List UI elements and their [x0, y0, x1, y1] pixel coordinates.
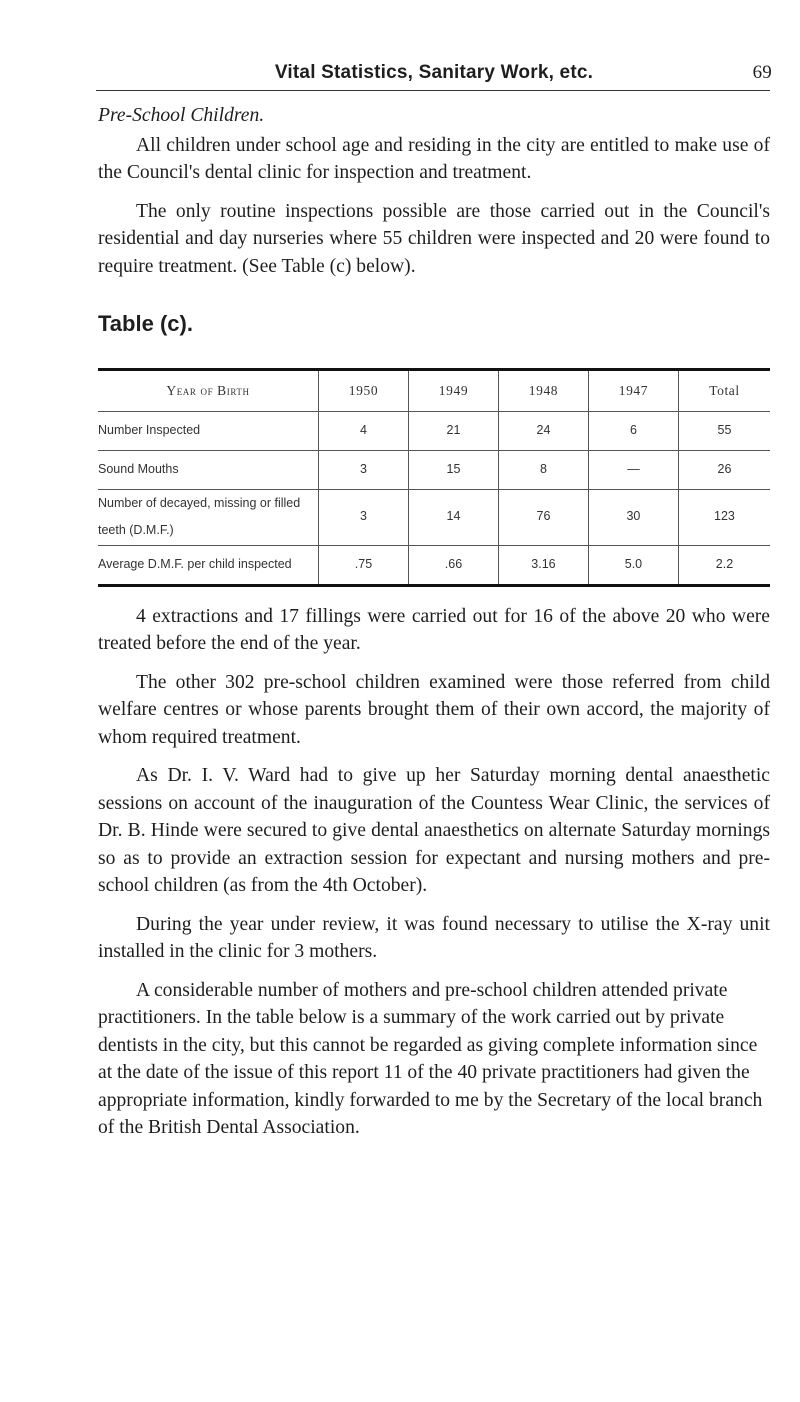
table-cell: 21 — [408, 411, 498, 450]
table-cell: 5.0 — [588, 545, 678, 585]
table-cell: 26 — [678, 450, 770, 489]
table-row — [98, 489, 770, 545]
table-cell: 3 — [319, 450, 409, 489]
table-row — [98, 545, 770, 585]
paragraph: As Dr. I. V. Ward had to give up her Saturday morning dental anaesthetic sessions on account of the inauguration of the Countess Wear Clinic, the services of Dr. B. Hinde were secured to give dental anaesthetics on alternate Saturday mornings so as to provide an extraction session for expectant and nursing mothers and pre-school children (as from the 4th October). — [98, 765, 770, 896]
table-cell: 2.2 — [678, 545, 770, 585]
table-cell: 6 — [588, 411, 678, 450]
table-cell: 76 — [498, 489, 588, 545]
row-label: Average D.M.F. per child inspected — [98, 545, 319, 585]
paragraph: A considerable number of mothers and pre-school children attended private practitioners. In the table below is a summary of the work carried out by private dentists in the city, but this cannot be regarded as giving complete information since at the date of the issue of this report 11 of the 40 private practitioners had given the appropriate information, kindly forwarded to me by the Secretary of the local branch of the British Dental Association. — [98, 979, 763, 1138]
table-row — [98, 450, 770, 489]
row-label: Number Inspected — [98, 411, 319, 450]
table-cell: 3 — [319, 489, 409, 545]
column-header: 1949 — [408, 369, 498, 411]
paragraph: The other 302 pre-school children examined were those referred from child welfare centres or whose parents brought them of their own accord, the majority of whom required treatment. — [98, 671, 770, 748]
header-rule — [96, 90, 770, 91]
table-cell: 3.16 — [498, 545, 588, 585]
column-header-year-of-birth: Year of Birth — [98, 369, 319, 411]
table-cell: 15 — [408, 450, 498, 489]
table-cell: .75 — [319, 545, 409, 585]
table-row — [98, 411, 770, 450]
table-cell: 4 — [319, 411, 409, 450]
paragraph: All children under school age and residing in the city are entitled to make use of the Council's dental clinic for inspection and treatment. — [98, 134, 770, 183]
table-cell: 8 — [498, 450, 588, 489]
table-cell: .66 — [408, 545, 498, 585]
table-title: Table (c). — [98, 311, 193, 336]
page-number: 69 — [752, 62, 772, 83]
paragraphs-after-table — [98, 603, 770, 1142]
paragraph: The only routine inspections possible are those carried out in the Council's residential and day nurseries where 55 children were inspected and 20 were found to require treatment. (See Table (c) below). — [98, 200, 770, 277]
table-cell: 123 — [678, 489, 770, 545]
table-cell: 14 — [408, 489, 498, 545]
column-header-total: Total — [678, 369, 770, 411]
paragraph: During the year under review, it was found necessary to utilise the X-ray unit installed in the clinic for 3 mothers. — [98, 913, 770, 962]
table-cell: 55 — [678, 411, 770, 450]
column-header: 1947 — [588, 369, 678, 411]
row-label: Sound Mouths — [98, 450, 319, 489]
table-cell: 24 — [498, 411, 588, 450]
table-cell: 30 — [588, 489, 678, 545]
table-cell: — — [588, 450, 678, 489]
column-header: 1948 — [498, 369, 588, 411]
section-subheading: Pre-School Children. — [98, 105, 265, 126]
running-header — [96, 62, 772, 84]
dental-statistics-table — [98, 368, 770, 587]
header-title: Vital Statistics, Sanitary Work, etc. — [274, 62, 594, 83]
page-content — [98, 102, 770, 1153]
column-header: 1950 — [319, 369, 409, 411]
table-header-row — [98, 369, 770, 411]
paragraph: 4 extractions and 17 fillings were carried out for 16 of the above 20 who were treated before the end of the year. — [98, 605, 770, 654]
row-label: Number of decayed, missing or filled teeth (D.M.F.) — [98, 489, 319, 545]
